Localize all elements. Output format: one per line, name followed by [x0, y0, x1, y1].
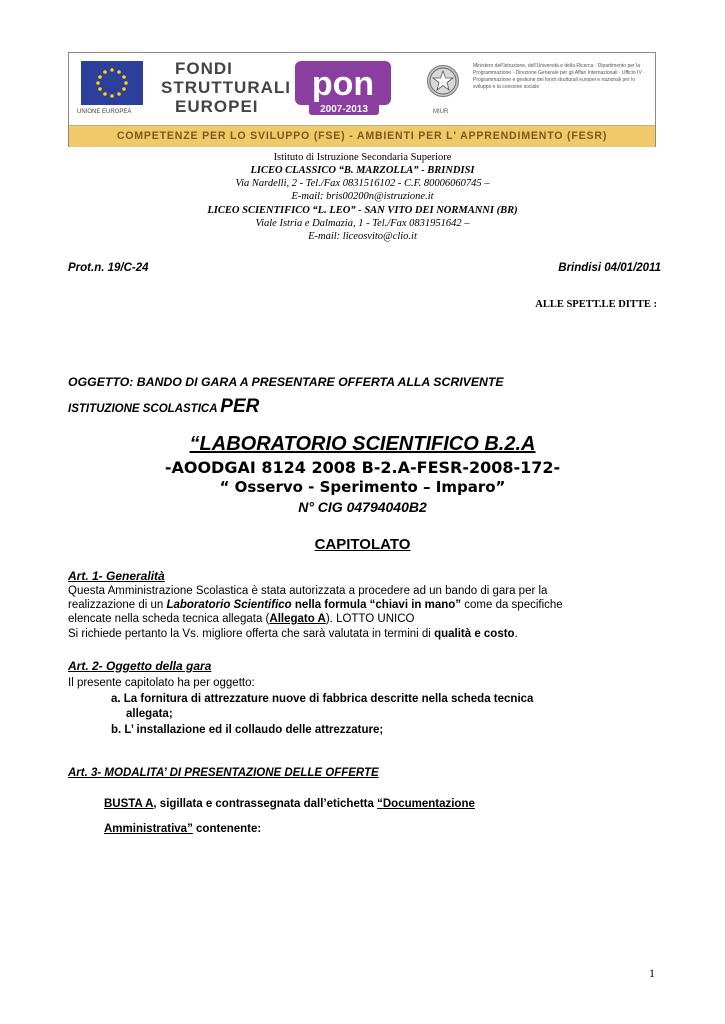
liceo-classico-email: E-mail: bris00200n@istruzione.it: [291, 191, 434, 202]
art2-intro: Il presente capitolato ha per oggetto:: [68, 677, 255, 689]
art1-line-1: Questa Amministrazione Scolastica è stata autorizzata a procedere ad un bando di gara per la: [68, 585, 548, 597]
art1-line-2: [68, 598, 563, 612]
art1-line-2a: realizzazione di un: [68, 599, 167, 611]
italian-republic-emblem-icon: [427, 65, 459, 97]
liceo-classico-address: Via Nardelli, 2 - Tel./Fax 0831516102 - C.F. 80006060745 –: [235, 178, 490, 189]
eu-flag-icon: [81, 61, 143, 105]
art3-heading: Art. 3- MODALITA’ DI PRESENTAZIONE DELLE OFFERTE: [68, 767, 379, 779]
art2-item-b: b. L’ installazione ed il collaudo delle attrezzature;: [111, 724, 384, 736]
protocol-number: Prot.n. 19/C-24: [68, 262, 149, 274]
cig-number: N° CIG 04794040B2: [298, 499, 427, 515]
art1-line-2d: come da specifiche: [461, 599, 563, 611]
institute-name: Istituto di Istruzione Secondaria Superiore: [273, 152, 452, 163]
art1-line-3a: elencate nella scheda tecnica allegata (: [68, 613, 270, 625]
art1-line-3: [68, 612, 414, 626]
contenente-text: contenente:: [192, 823, 262, 835]
subject-line-1: OGGETTO: BANDO DI GARA A PRESENTARE OFFERTA ALLA SCRIVENTE: [68, 375, 504, 389]
pon-banner: [68, 52, 656, 147]
art1-line-4c: .: [514, 628, 518, 640]
busta-a-line: [104, 797, 475, 811]
art1-heading: Art. 1- Generalità: [68, 569, 165, 583]
project-code: -AOODGAI 8124 2008 B-2.A-FESR-2008-172-: [164, 458, 561, 477]
capitolato-heading: [0, 536, 725, 553]
page-number: 1: [649, 966, 655, 980]
busta-a-text: , sigillata e contrassegnata dall’etichetta: [153, 798, 378, 810]
competenze-text: COMPETENZE PER LO SVILUPPO (FSE) - AMBIENTI PER L' APPRENDIMENTO (FESR): [116, 130, 608, 142]
ministry-text: Ministero dell'Istruzione, dell'Università e della Ricerca · Dipartimento per la Programmazione · Direzione Generale per gli Affari Internazionali · Ufficio IV · Programmazione e gestione dei fondi strutturali europei e nazionali per lo sviluppo e la coesione sociale: [473, 63, 645, 90]
busta-a-label: BUSTA A: [104, 798, 154, 810]
art1-line-3c: ). LOTTO UNICO: [325, 613, 415, 625]
lab-title: [0, 433, 725, 456]
capitolato-text: CAPITOLATO: [314, 536, 411, 553]
project-motto: “ Osservo - Sperimento – Imparo”: [219, 478, 506, 496]
liceo-classico-name: LICEO CLASSICO “B. MARZOLLA” - BRINDISI: [250, 165, 475, 176]
lab-title-text: “LABORATORIO SCIENTIFICO B.2.A: [189, 433, 536, 455]
art2-item-a-line-1: a. La fornitura di attrezzature nuove di fabbrica descritte nella scheda tecnica: [111, 693, 534, 705]
amministrativa-line: [104, 822, 261, 836]
pon-years: 2007-2013: [320, 104, 368, 115]
art1-line-4a: Si richiede pertanto la Vs. migliore offerta che sarà valutata in termini di: [68, 628, 435, 640]
competenze-bar: [69, 125, 655, 147]
subject-line-2: [68, 396, 259, 418]
liceo-scientifico-name: LICEO SCIENTIFICO “L. LEO” - SAN VITO DEI NORMANNI (BR): [207, 205, 518, 216]
fondi-strutturali-logo: [161, 59, 291, 116]
art1-chiavi: nella formula “chiavi in mano”: [291, 599, 462, 611]
liceo-scientifico-email: E-mail: liceosvito@clio.it: [308, 231, 417, 242]
art1-qualita-costo: qualità e costo: [434, 628, 515, 640]
pon-word: pon: [311, 65, 375, 103]
eu-caption: UNIONE EUROPEA: [77, 109, 132, 115]
miur-label: MIUR: [433, 109, 449, 115]
subject-line-2-text: ISTITUZIONE SCOLASTICA: [68, 403, 221, 415]
amministrativa-label: Amministrativa”: [104, 823, 193, 835]
place-date: Brindisi 04/01/2011: [558, 262, 661, 274]
subject-per: PER: [220, 396, 260, 417]
allegato-a-label: Allegato A: [269, 613, 326, 625]
recipients: ALLE SPETT.LE DITTE :: [535, 299, 657, 310]
fondi-line-3: EUROPEI: [175, 97, 259, 116]
art2-item-a-line-2: allegata;: [126, 708, 173, 720]
art2-heading: Art. 2- Oggetto della gara: [68, 659, 212, 673]
liceo-scientifico-address: Viale Istria e Dalmazia, 1 - Tel./Fax 0831951642 –: [255, 218, 470, 229]
art1-line-4: [68, 627, 518, 641]
fondi-line-2: STRUTTURALI: [161, 78, 291, 97]
art1-lab-name: Laboratorio Scientifico: [166, 599, 292, 611]
fondi-line-1: FONDI: [175, 59, 233, 78]
pon-logo: [295, 61, 391, 117]
documentazione-label: “Documentazione: [377, 798, 475, 810]
